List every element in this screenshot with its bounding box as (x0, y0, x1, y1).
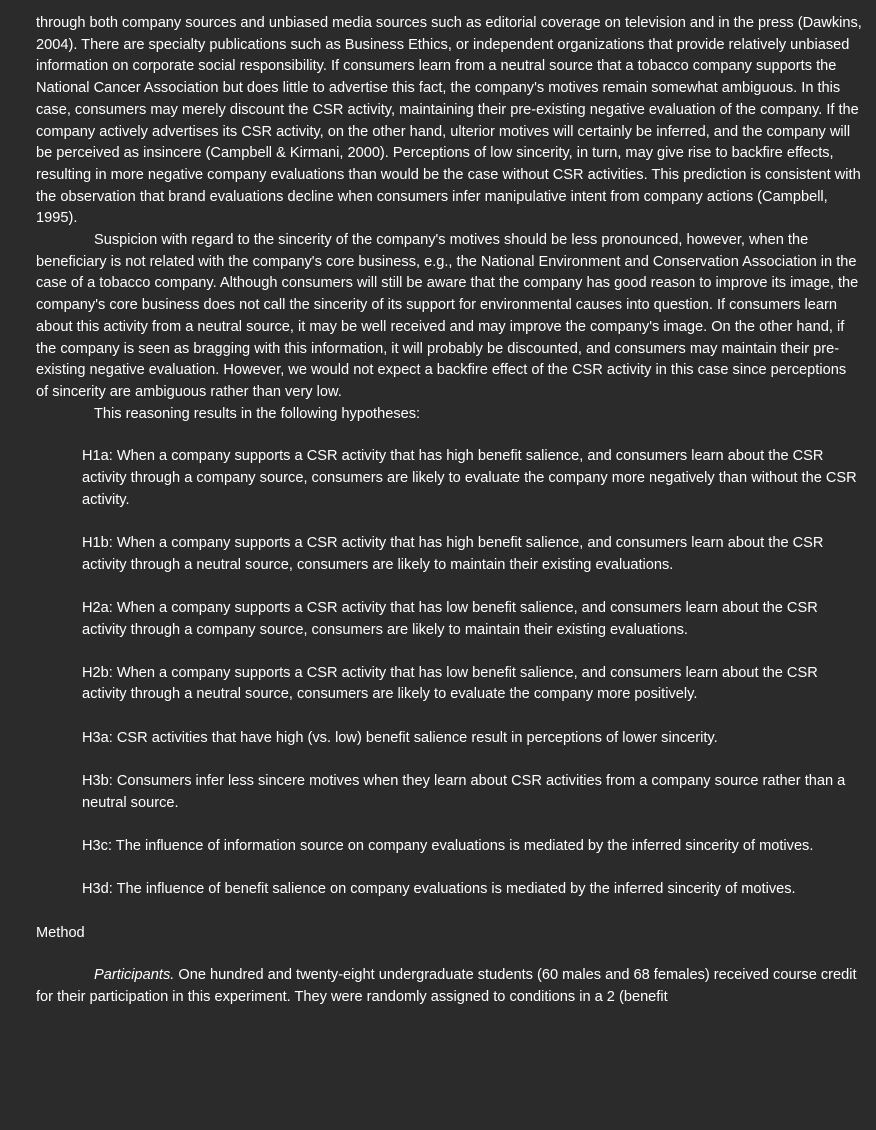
hypothesis-h3a: H3a: CSR activities that have high (vs. low) benefit salience result in perceptions of lower sincerity. (82, 729, 718, 746)
paragraph-reasoning: This reasoning results in the following hypotheses: (94, 405, 421, 422)
hypothesis-h3c: H3c: The influence of information source on company evaluations is mediated by the inferred sincerity of motives. (82, 837, 814, 854)
paragraph-continued: through both company sources and unbiased media sources such as editorial coverage on television and in the press (Dawkins, 2004). There are specialty publications such as Business Ethics, or independent organizations that provide relatively unbiased information on corporate social responsibility. If consumers learn from a neutral source that a tobacco company supports the National Cancer Association but does little to advertise this fact, the company's motives remain somewhat ambiguous. In this case, consumers may merely discount the CSR activity, maintaining their pre-existing negative evaluation of the company. If the company actively advertises its CSR activity, on the other hand, ulterior motives will certainly be inferred, and the company will be perceived as insincere (Campbell & Kirmani, 2000). Perceptions of low sincerity, in turn, may give rise to backfire effects, resulting in more negative company evaluations than would be the case without CSR activities. This prediction is consistent with the observation that brand evaluations decline when consumers infer manipulative intent from company actions (Campbell, 1995). (36, 15, 862, 227)
paragraph-participants (36, 965, 862, 1008)
hypothesis-h2b: H2b: When a company supports a CSR activity that has low benefit salience, and consumers learn about the CSR activity through a neutral source, consumers are likely to evaluate the company more positively. (82, 664, 818, 703)
hypothesis-h1a: H1a: When a company supports a CSR activity that has high benefit salience, and consumers learn about the CSR activity through a company source, consumers are likely to evaluate the company more negatively than without the CSR activity. (82, 448, 857, 508)
document-page (36, 13, 862, 1009)
hypothesis-h3d: H3d: The influence of benefit salience on company evaluations is mediated by the inferred sincerity of motives. (82, 881, 796, 897)
hypothesis-h3b: H3b: Consumers infer less sincere motives when they learn about CSR activities from a company source rather than a neutral source. (82, 772, 846, 811)
paragraph-suspicion: Suspicion with regard to the sincerity of the company's motives should be less pronounced, however, when the beneficiary is not related with the company's core business, e.g., the National Environment and Conservation Association in the case of a tobacco company. Although consumers will still be aware that the company has good reason to improve its image, the company's core business does not call the sincerity of its support for environmental causes into question. If consumers learn about this activity from a neutral source, it may be well received and may improve the company's image. On the other hand, if the company is seen as bragging with this information, it will probably be discounted, and consumers may maintain their pre-existing negative evaluation. However, we would not expect a backfire effect of the CSR activity in this case since perceptions of sincerity are ambiguous rather than very low. (36, 232, 859, 400)
section-heading-method: Method (36, 924, 85, 941)
participants-text: One hundred and twenty-eight undergraduate students (60 males and 68 females) received course credit for their participation in this experiment. They were randomly assigned to conditions in a 2 (benefit (36, 967, 857, 1006)
hypothesis-h1b: H1b: When a company supports a CSR activity that has high benefit salience, and consumers learn about the CSR activity through a neutral source, consumers are likely to maintain their existing evaluations. (82, 534, 824, 573)
hypothesis-h2a: H2a: When a company supports a CSR activity that has low benefit salience, and consumers learn about the CSR activity through a company source, consumers are likely to maintain their existing evaluations. (82, 599, 818, 638)
hypotheses-list (36, 446, 862, 900)
participants-label: Participants. (94, 967, 175, 984)
